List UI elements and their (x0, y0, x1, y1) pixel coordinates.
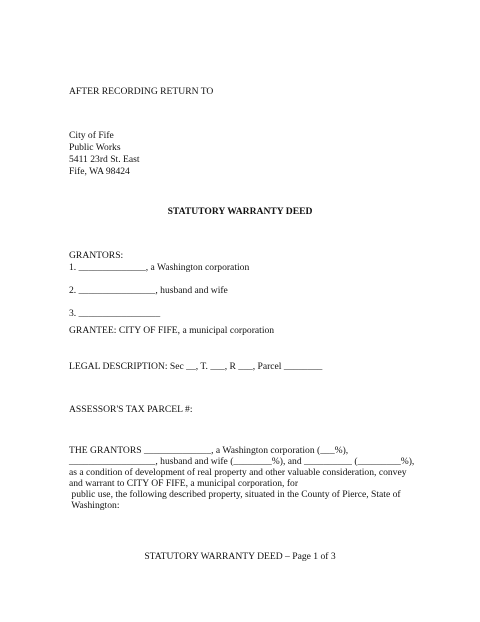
grantor-item: 1. ______________, a Washington corporation (69, 262, 250, 273)
address-line: Public Works (69, 142, 121, 153)
paragraph-line: and warrant to CITY OF FIFE, a municipal corporation, for (69, 478, 299, 489)
assessor-parcel: ASSESSOR'S TAX PARCEL #: (69, 404, 193, 415)
paragraph-line: as a condition of development of real property and other valuable consideration, convey (69, 467, 407, 478)
return-to-label: AFTER RECORDING RETURN TO (69, 86, 214, 97)
paragraph-line: public use, the following described property, situated in the County of Pierce, State of (69, 489, 401, 500)
grantee-line: GRANTEE: CITY OF FIFE, a municipal corporation (69, 325, 275, 336)
address-line: City of Fife (69, 130, 114, 141)
grantors-label: GRANTORS: (69, 250, 124, 261)
page-footer: STATUTORY WARRANTY DEED – Page 1 of 3 (144, 551, 336, 562)
document-title: STATUTORY WARRANTY DEED (167, 206, 313, 217)
paragraph-line: __________________, husband and wife (________%), and __________ (_________%), (69, 456, 415, 467)
grantor-item: 3. _________________ (69, 308, 161, 319)
grantor-item: 2. ________________, husband and wife (69, 285, 228, 296)
address-line: 5411 23rd St. East (69, 154, 140, 165)
legal-description: LEGAL DESCRIPTION: Sec __, T. ___, R ___, Parcel ________ (69, 361, 323, 372)
paragraph-line: Washington: (69, 500, 120, 511)
address-line: Fife, WA 98424 (69, 166, 130, 177)
paragraph-line: THE GRANTORS ______________, a Washington corporation (___%), (69, 445, 349, 456)
